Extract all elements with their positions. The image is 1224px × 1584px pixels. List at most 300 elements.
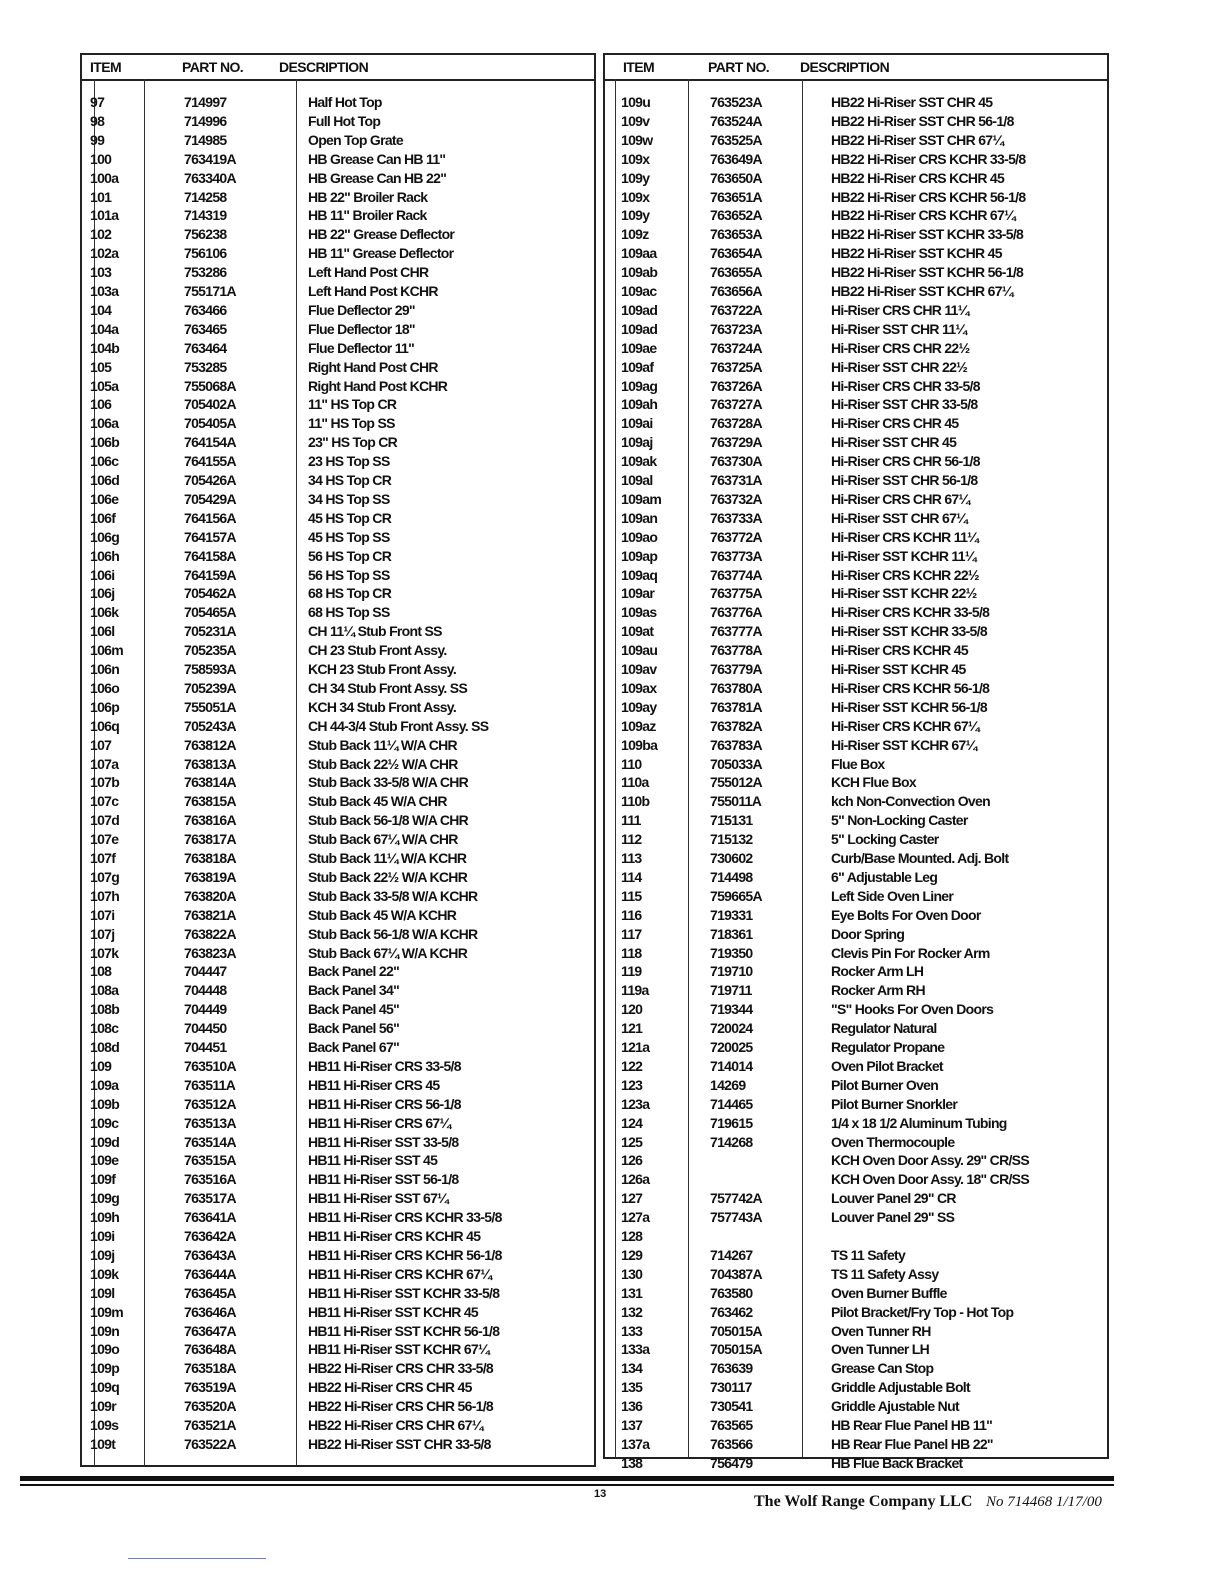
table-row [605, 736, 1107, 755]
part-number-cell: 763566 [710, 1435, 753, 1452]
part-number-cell: 763782A [710, 717, 762, 734]
part-number-cell: 705231A [184, 623, 236, 640]
part-number-cell: 763517A [184, 1190, 236, 1207]
table-row [605, 1322, 1107, 1341]
part-number-cell: 763580 [710, 1284, 753, 1301]
table-row [82, 301, 594, 320]
part-number-cell: 705429A [184, 490, 236, 507]
item-cell: 124 [621, 1114, 643, 1131]
item-cell: 114 [621, 868, 642, 885]
table-row [605, 150, 1107, 169]
item-cell: 109ak [621, 453, 657, 470]
description-cell: HB22 Hi-Riser CRS CHR 45 [308, 1379, 472, 1396]
description-cell: Stub Back 67¼ W/A CHR [308, 831, 458, 848]
table-row [605, 244, 1107, 263]
part-number-cell: 763516A [184, 1171, 236, 1188]
description-cell: Louver Panel 29" SS [831, 1209, 955, 1226]
description-cell: 68 HS Top SS [308, 604, 390, 621]
part-number-cell: 763822A [184, 925, 236, 942]
description-cell: Right Hand Post CHR [308, 358, 438, 375]
description-cell: HB22 Hi-Riser CRS CHR 67¼ [308, 1417, 483, 1433]
table-row [82, 547, 594, 566]
part-number-cell: 719331 [710, 906, 753, 923]
description-cell: Grease Can Stop [831, 1360, 934, 1377]
part-number-cell: 763645A [184, 1284, 236, 1301]
description-cell: Hi-Riser SST CHR 67¼ [831, 509, 968, 526]
part-number-cell: 763647A [184, 1322, 236, 1339]
table-row [605, 1057, 1107, 1076]
item-cell: 109z [621, 226, 649, 243]
description-cell: Half Hot Top [308, 94, 382, 110]
description-cell: Pilot Burner Snorkler [831, 1095, 958, 1112]
part-number-cell: 763524A [710, 112, 762, 129]
table-row [82, 1019, 594, 1038]
item-cell: 106l [90, 623, 115, 640]
description-cell: HB11 Hi-Riser CRS 45 [308, 1076, 440, 1093]
part-number-cell: 714014 [710, 1057, 753, 1074]
description-cell: HB11 Hi-Riser CRS KCHR 56-1/8 [308, 1246, 502, 1263]
part-number-cell: 763643A [184, 1246, 236, 1263]
item-cell: 137 [621, 1417, 643, 1433]
table-row [605, 1151, 1107, 1170]
description-cell: HB11 Hi-Riser SST KCHR 33-5/8 [308, 1284, 500, 1301]
description-cell: HB22 Hi-Riser SST KCHR 67¼ [831, 283, 1013, 299]
description-cell: Stub Back 11¼ W/A KCHR [308, 850, 467, 866]
description-cell: HB Rear Flue Panel HB 22" [831, 1435, 993, 1452]
description-cell: 45 HS Top SS [308, 528, 390, 545]
part-number-cell: 758593A [184, 661, 236, 677]
table-row [605, 925, 1107, 944]
part-number-cell: 705239A [184, 679, 236, 696]
item-cell: 109ax [621, 679, 657, 696]
part-number-cell: 704387A [710, 1265, 762, 1282]
description-cell: 5" Non-Locking Caster [831, 812, 968, 829]
description-cell: Back Panel 56" [308, 1020, 400, 1037]
part-number-cell: 763813A [184, 755, 236, 772]
table-row [82, 717, 594, 736]
table-row [605, 660, 1107, 679]
table-row [82, 1000, 594, 1019]
table-row [605, 849, 1107, 868]
description-cell: HB11 Hi-Riser CRS 56-1/8 [308, 1095, 461, 1112]
part-number-cell: 704451 [184, 1039, 227, 1055]
item-cell: 112 [621, 831, 642, 848]
table-row [605, 962, 1107, 981]
description-cell: Stub Back 11¼ W/A CHR [308, 736, 457, 753]
part-number-cell: 763419A [184, 150, 236, 167]
part-number-cell: 719710 [710, 963, 753, 980]
item-cell: 101 [90, 188, 112, 205]
description-cell: Griddle Adjustable Bolt [831, 1379, 970, 1396]
table-row [82, 944, 594, 963]
part-number-cell: 756238 [184, 226, 227, 243]
item-cell: 109au [621, 642, 658, 659]
table-row [82, 1114, 594, 1133]
part-number-cell: 763812A [184, 736, 236, 753]
table-row [605, 641, 1107, 660]
description-cell: 34 HS Top CR [308, 472, 392, 488]
description-cell: HB22 Hi-Riser SST CHR 45 [831, 94, 993, 110]
description-cell: HB22 Hi-Riser SST KCHR 45 [831, 245, 1002, 262]
table-row [605, 1133, 1107, 1152]
part-number-cell: 763644A [184, 1265, 236, 1282]
description-cell: 5" Locking Caster [831, 831, 939, 848]
item-cell: 118 [621, 944, 642, 961]
item-cell: 109x [621, 150, 650, 167]
description-cell: HB11 Hi-Riser SST KCHR 67¼ [308, 1341, 489, 1358]
item-cell: 106 [90, 396, 112, 413]
description-cell: HB11 Hi-Riser SST KCHR 56-1/8 [308, 1322, 500, 1339]
part-number-cell: 705243A [184, 717, 236, 734]
item-cell: 109av [621, 661, 657, 677]
item-cell: 106d [90, 472, 120, 488]
item-cell: 119a [621, 982, 649, 999]
item-cell: 109ad [621, 301, 658, 318]
item-cell: 107j [90, 925, 115, 942]
item-cell: 113 [621, 850, 642, 866]
part-number-cell: 755068A [184, 377, 236, 394]
item-cell: 103a [90, 283, 119, 299]
table-row [82, 1208, 594, 1227]
part-number-cell: 753285 [184, 358, 227, 375]
table-row [605, 792, 1107, 811]
table-row [82, 169, 594, 188]
item-cell: 109at [621, 623, 654, 640]
table-row [82, 414, 594, 433]
table-row [605, 1397, 1107, 1416]
part-number-cell: 763725A [710, 358, 762, 375]
description-cell: Curb/Base Mounted. Adj. Bolt [831, 850, 1009, 866]
item-cell: 107c [90, 793, 119, 810]
part-number-cell: 763523A [710, 94, 762, 110]
item-cell: 107b [90, 774, 120, 791]
table-row [605, 679, 1107, 698]
part-number-cell: 763730A [710, 453, 762, 470]
part-number-cell: 714258 [184, 188, 227, 205]
part-number-cell: 763728A [710, 415, 762, 432]
item-cell: 109y [621, 207, 650, 224]
table-row [605, 395, 1107, 414]
part-number-cell: 705015A [710, 1341, 762, 1358]
item-cell: 135 [621, 1379, 643, 1396]
item-cell: 110b [621, 793, 650, 810]
item-cell: 109aj [621, 434, 653, 451]
table-row [605, 830, 1107, 849]
part-number-cell: 763781A [710, 698, 762, 715]
item-cell: 107g [90, 868, 120, 885]
part-number-cell: 763655A [710, 264, 762, 281]
part-number-cell: 763733A [710, 509, 762, 526]
part-number-cell: 730602 [710, 850, 753, 866]
description-cell: HB11 Hi-Riser CRS KCHR 33-5/8 [308, 1209, 502, 1226]
table-row [605, 1114, 1107, 1133]
description-cell: 23 HS Top SS [308, 453, 390, 470]
part-number-cell: 763821A [184, 906, 236, 923]
part-number-cell: 718361 [710, 925, 753, 942]
description-cell: Stub Back 22½ W/A KCHR [308, 868, 468, 885]
item-cell: 120 [621, 1001, 643, 1018]
table-row [605, 528, 1107, 547]
part-number-cell: 755011A [710, 793, 762, 810]
item-cell: 106b [90, 434, 120, 451]
table-row [605, 452, 1107, 471]
item-cell: 109y [621, 169, 650, 186]
table-header [605, 55, 1107, 81]
item-cell: 106m [90, 642, 124, 659]
table-row [82, 150, 594, 169]
part-number-cell: 763340A [184, 169, 236, 186]
part-number-cell: 705462A [184, 585, 236, 602]
description-cell: Hi-Riser SST KCHR 45 [831, 661, 966, 677]
item-cell: 129 [621, 1246, 643, 1263]
part-number-cell: 763518A [184, 1360, 236, 1377]
item-cell: 108a [90, 982, 119, 999]
table-row [82, 433, 594, 452]
part-number-cell: 763778A [710, 642, 762, 659]
item-cell: 109h [90, 1209, 120, 1226]
item-cell: 109ag [621, 377, 658, 394]
table-row [82, 962, 594, 981]
table-row [605, 773, 1107, 792]
part-number-cell: 763823A [184, 944, 236, 961]
header-item: ITEM [623, 59, 655, 75]
description-cell: "S" Hooks For Oven Doors [831, 1001, 994, 1018]
item-cell: 109e [90, 1152, 119, 1169]
table-row [605, 414, 1107, 433]
table-row [82, 566, 594, 585]
item-cell: 109b [90, 1095, 120, 1112]
table-row [82, 1284, 594, 1303]
part-number-cell: 763774A [710, 566, 762, 583]
table-row [82, 490, 594, 509]
part-number-cell: 755171A [184, 283, 236, 299]
table-row [82, 584, 594, 603]
part-number-cell: 753286 [184, 264, 227, 281]
table-row [605, 1246, 1107, 1265]
item-cell: 121 [621, 1020, 643, 1037]
item-cell: 102 [90, 226, 112, 243]
table-row [82, 906, 594, 925]
description-cell: Eye Bolts For Oven Door [831, 906, 981, 923]
item-cell: 109 [90, 1057, 112, 1074]
item-cell: 126a [621, 1171, 650, 1188]
description-cell: Pilot Burner Oven [831, 1076, 939, 1093]
part-number-cell: 755012A [710, 774, 762, 791]
item-cell: 109w [621, 131, 653, 148]
description-cell: Rocker Arm RH [831, 982, 925, 999]
part-number-cell: 730541 [710, 1398, 753, 1415]
description-cell: Flue Deflector 18" [308, 320, 415, 337]
table-row [82, 1322, 594, 1341]
item-cell: 106q [90, 717, 120, 734]
item-cell: 109aq [621, 566, 658, 583]
part-number-cell: 763525A [710, 131, 762, 148]
table-row [82, 377, 594, 396]
description-cell: HB22 Hi-Riser SST CHR 56-1/8 [831, 112, 1014, 129]
table-row [82, 603, 594, 622]
item-cell: 106a [90, 415, 119, 432]
item-cell: 109g [90, 1190, 120, 1207]
part-number-cell: 763650A [710, 169, 762, 186]
part-number-cell: 763731A [710, 472, 762, 488]
item-cell: 109v [621, 112, 650, 129]
table-row [605, 944, 1107, 963]
description-cell: HB11 Hi-Riser CRS KCHR 45 [308, 1228, 481, 1244]
item-cell: 98 [90, 112, 105, 129]
table-row [605, 906, 1107, 925]
footer-rule [20, 1484, 1114, 1486]
part-number-cell: 764157A [184, 528, 236, 545]
part-number-cell: 763819A [184, 868, 236, 885]
header-description: DESCRIPTION [279, 59, 369, 75]
header-part-no: PART NO. [182, 59, 244, 75]
item-cell: 133 [621, 1322, 643, 1339]
table-row [605, 1284, 1107, 1303]
part-number-cell: 763514A [184, 1133, 236, 1150]
description-cell: TS 11 Safety [831, 1246, 906, 1263]
table-row [82, 736, 594, 755]
item-cell: 109p [90, 1360, 120, 1377]
description-cell: HB22 Hi-Riser CRS CHR 56-1/8 [308, 1398, 494, 1415]
part-number-cell: 715132 [710, 831, 753, 848]
item-cell: 100a [90, 169, 119, 186]
item-cell: 108c [90, 1020, 119, 1037]
part-number-cell: 763464 [184, 339, 227, 356]
table-row [605, 490, 1107, 509]
description-cell: HB22 Hi-Riser SST CHR 33-5/8 [308, 1435, 491, 1452]
item-cell: 109ai [621, 415, 653, 432]
part-number-cell: 714997 [184, 94, 227, 110]
table-row [605, 1340, 1107, 1359]
description-cell: Full Hot Top [308, 112, 381, 129]
item-cell: 109ad [621, 320, 658, 337]
item-cell: 108b [90, 1001, 120, 1018]
item-cell: 109ba [621, 736, 658, 753]
part-number-cell: 763723A [710, 320, 762, 337]
part-number-cell: 763814A [184, 774, 236, 791]
item-cell: 109a [90, 1076, 119, 1093]
table-row [82, 1057, 594, 1076]
table-row [82, 452, 594, 471]
item-cell: 109n [90, 1322, 120, 1339]
description-cell: HB11 Hi-Riser SST KCHR 45 [308, 1303, 479, 1320]
table-row [605, 1227, 1107, 1246]
header-part-no: PART NO. [708, 59, 770, 75]
item-cell: 108 [90, 963, 112, 980]
table-row [605, 1303, 1107, 1322]
description-cell: Back Panel 67" [308, 1039, 400, 1055]
table-row [605, 584, 1107, 603]
description-cell: 23" HS Top CR [308, 434, 398, 451]
item-cell: 109af [621, 358, 654, 375]
description-cell: Hi-Riser CRS KCHR 33-5/8 [831, 604, 990, 621]
item-cell: 106p [90, 698, 120, 715]
table-row [605, 188, 1107, 207]
table-row [82, 1170, 594, 1189]
description-cell: Back Panel 45" [308, 1001, 400, 1018]
part-number-cell: 763726A [710, 377, 762, 394]
table-row [605, 868, 1107, 887]
table-row [82, 1038, 594, 1057]
table-row [605, 301, 1107, 320]
description-cell: HB22 Hi-Riser CRS CHR 33-5/8 [308, 1360, 494, 1377]
table-row [82, 93, 594, 112]
item-cell: 107e [90, 831, 119, 848]
part-number-cell: 763642A [184, 1228, 236, 1244]
description-cell: Regulator Propane [831, 1039, 945, 1055]
table-row [605, 377, 1107, 396]
description-cell: Hi-Riser SST KCHR 11¼ [831, 547, 976, 564]
table-row [82, 509, 594, 528]
description-cell: Hi-Riser CRS CHR 11¼ [831, 301, 969, 318]
description-cell: 45 HS Top CR [308, 509, 392, 526]
description-cell: CH 34 Stub Front Assy. SS [308, 679, 468, 696]
table-row [605, 1076, 1107, 1095]
item-cell: 130 [621, 1265, 643, 1282]
table-row [82, 1397, 594, 1416]
table-row [605, 112, 1107, 131]
part-number-cell: 763777A [710, 623, 762, 640]
description-cell: HB11 Hi-Riser CRS 67¼ [308, 1114, 451, 1131]
description-cell: HB 22" Broiler Rack [308, 188, 428, 205]
table-row [82, 471, 594, 490]
item-cell: 110 [621, 755, 642, 772]
part-number-cell: 763729A [710, 434, 762, 451]
part-number-cell: 764155A [184, 453, 236, 470]
description-cell: Hi-Riser CRS CHR 67¼ [831, 490, 970, 507]
part-number-cell: 714996 [184, 112, 227, 129]
description-cell: Hi-Riser SST CHR 33-5/8 [831, 396, 978, 413]
description-cell: CH 44-3/4 Stub Front Assy. SS [308, 717, 489, 734]
description-cell: HB22 Hi-Riser CRS KCHR 56-1/8 [831, 188, 1026, 205]
part-number-cell: 763772A [710, 528, 762, 545]
description-cell: Stub Back 33-5/8 W/A CHR [308, 774, 469, 791]
description-cell: HB11 Hi-Riser CRS KCHR 67¼ [308, 1265, 492, 1282]
item-cell: 116 [621, 906, 642, 923]
part-number-cell: 759665A [710, 887, 762, 904]
table-row [82, 792, 594, 811]
item-cell: 109as [621, 604, 657, 621]
part-number-cell: 763648A [184, 1341, 236, 1358]
description-cell: Stub Back 67¼ W/A KCHR [308, 944, 468, 961]
item-cell: 109o [90, 1341, 120, 1358]
table-row [82, 1416, 594, 1435]
table-row [82, 773, 594, 792]
description-cell: HB Rear Flue Panel HB 11" [831, 1417, 993, 1433]
table-row [82, 1189, 594, 1208]
item-cell: 123a [621, 1095, 650, 1112]
item-cell: 102a [90, 245, 119, 262]
part-number-cell: 763815A [184, 793, 236, 810]
header-item: ITEM [90, 59, 122, 75]
description-cell: Oven Thermocouple [831, 1133, 955, 1150]
table-row [82, 830, 594, 849]
table-row [82, 1265, 594, 1284]
item-cell: 106j [90, 585, 115, 602]
description-cell: HB11 Hi-Riser SST 45 [308, 1152, 438, 1169]
table-row [82, 282, 594, 301]
table-row [82, 225, 594, 244]
part-number-cell: 763779A [710, 661, 762, 677]
part-number-cell: 719711 [710, 982, 752, 999]
table-row [82, 849, 594, 868]
item-cell: 109q [90, 1379, 120, 1396]
item-cell: 106o [90, 679, 120, 696]
description-cell: Oven Pilot Bracket [831, 1057, 943, 1074]
item-cell: 106n [90, 661, 120, 677]
part-number-cell: 720025 [710, 1039, 753, 1055]
part-number-cell: 755051A [184, 698, 236, 715]
